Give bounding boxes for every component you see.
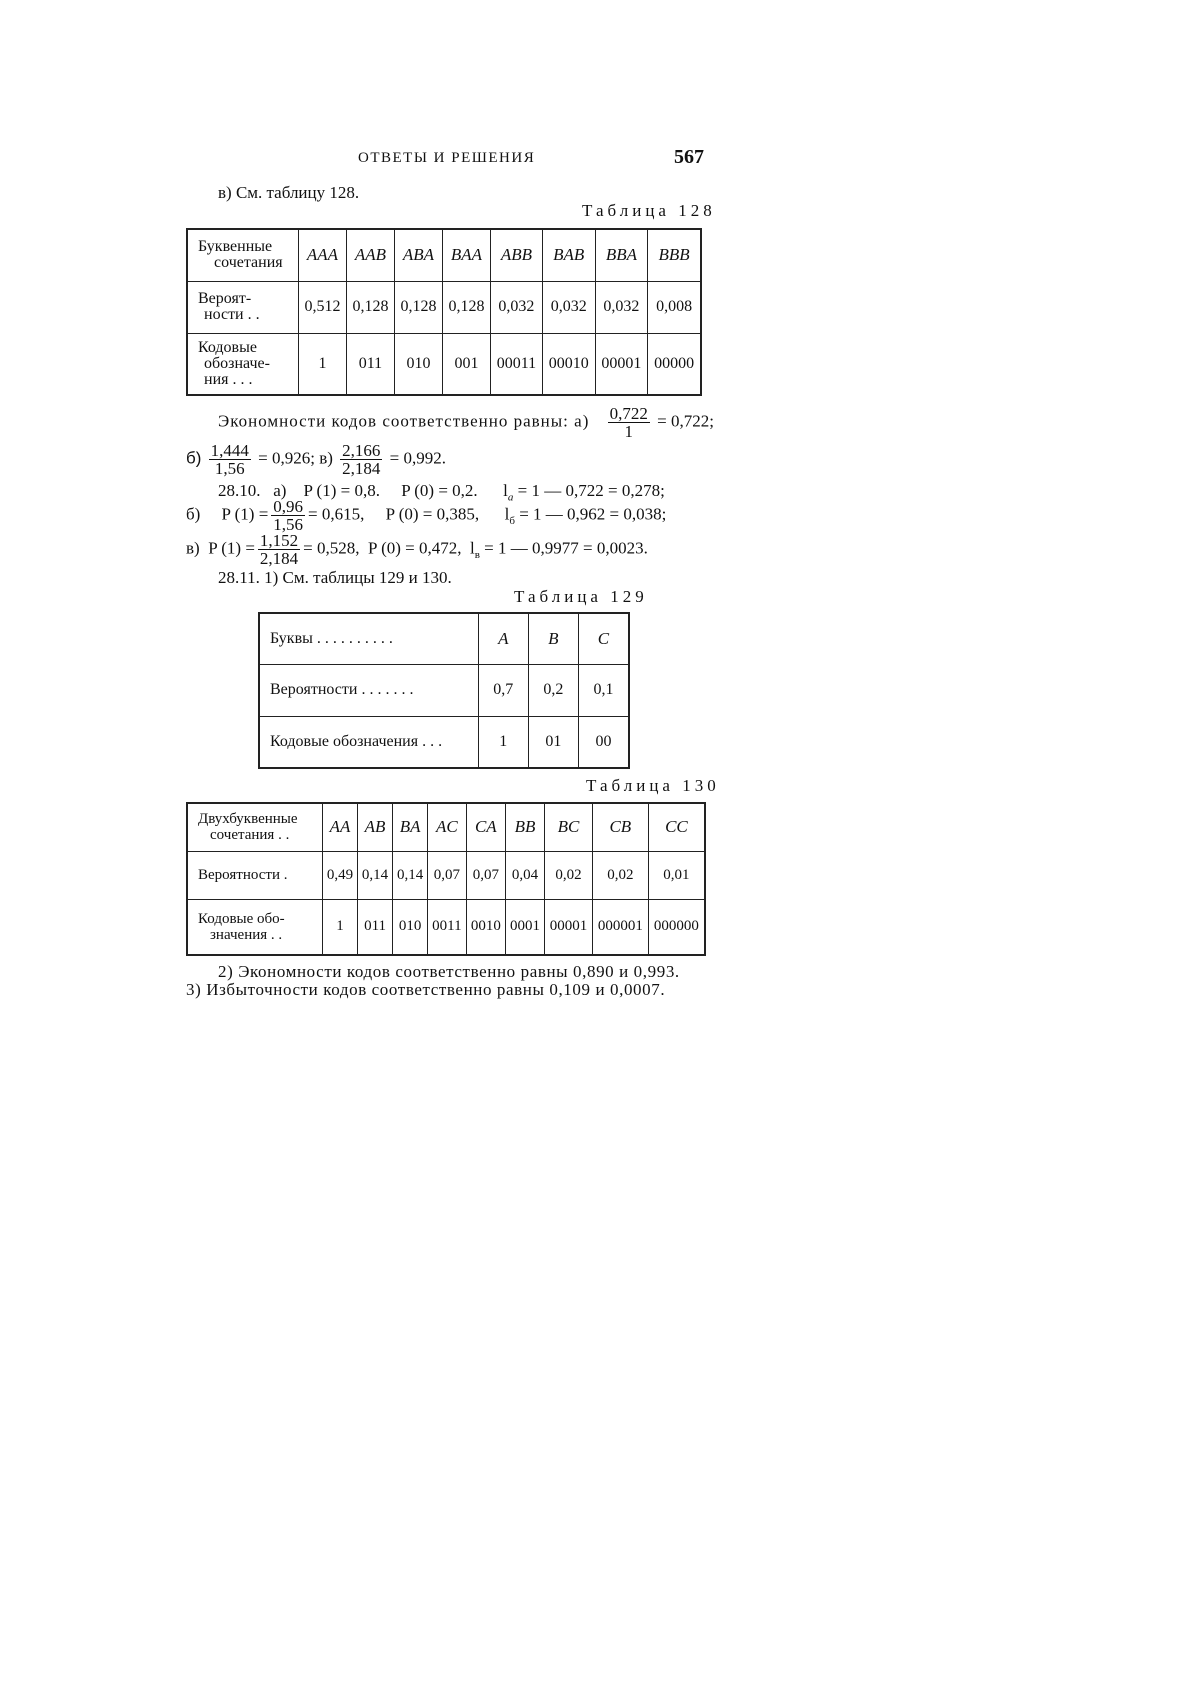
header-label-line: Буквенные — [198, 238, 273, 256]
problem-28-10-v — [186, 532, 648, 567]
table-cell: 0,128 — [394, 281, 442, 333]
fraction-denominator: 2,184 — [342, 459, 381, 478]
col-header: BBB — [648, 229, 701, 281]
col-header: BBA — [595, 229, 648, 281]
problem-text: = 1 — 0,722 = 0,278; — [513, 481, 665, 500]
table-cell: 0,032 — [595, 281, 648, 333]
subscript: в — [474, 548, 480, 561]
row-label-line: значения . . — [210, 926, 283, 943]
col-header: AAB — [346, 229, 394, 281]
col-header: A — [478, 613, 528, 664]
fraction-denominator: 1,56 — [273, 515, 304, 534]
header-label-line: сочетания — [214, 254, 283, 272]
row-label-line: Кодовые обо- — [198, 910, 285, 927]
table-cell: 0,128 — [442, 281, 490, 333]
row-label-line: Кодовые — [198, 338, 257, 356]
table-cell: 0,032 — [542, 281, 595, 333]
col-header: CC — [648, 803, 705, 851]
running-header: ОТВЕТЫ И РЕШЕНИЯ — [358, 150, 536, 166]
fraction — [608, 405, 650, 440]
col-header: AB — [358, 803, 393, 851]
table-cell: 0,49 — [323, 851, 358, 899]
col-header: BC — [545, 803, 593, 851]
row-label-line: Вероят- — [198, 290, 252, 307]
table130-header-row — [187, 803, 705, 851]
col-header: BAA — [442, 229, 490, 281]
header-label-line: Двухбуквенные — [198, 811, 298, 828]
table-cell: 00001 — [595, 333, 648, 395]
table-cell: 0,128 — [346, 281, 394, 333]
col-header: ABB — [490, 229, 542, 281]
fraction — [271, 498, 305, 533]
fraction — [209, 442, 251, 477]
economy-result: = 0,926; в) — [258, 448, 333, 468]
table128-caption: Таблица 128 — [582, 201, 716, 220]
table128-code-row — [187, 333, 701, 395]
fraction-denominator: 1,56 — [214, 459, 245, 478]
table-cell: 0,07 — [428, 851, 467, 899]
table-cell: 011 — [358, 899, 393, 955]
row-label: Вероятности . . . . . . . — [259, 664, 478, 716]
table-cell: 0011 — [428, 899, 467, 955]
problem-text: = 1 — 0,962 = 0,038; — [514, 504, 667, 524]
col-header: AA — [323, 803, 358, 851]
table-cell: 000001 — [592, 899, 648, 955]
subscript: б — [509, 514, 515, 527]
table130-code-row — [187, 899, 705, 955]
table-cell: 001 — [442, 333, 490, 395]
table-cell: 0,14 — [393, 851, 428, 899]
table-cell: 011 — [346, 333, 394, 395]
fraction-numerator: 1,444 — [210, 441, 249, 460]
table-cell: 0010 — [466, 899, 505, 955]
table129-row — [259, 664, 629, 716]
table-cell: 00010 — [542, 333, 595, 395]
item-label: б) — [186, 448, 202, 468]
economy-result: = 0,992. — [389, 448, 446, 468]
table129-row — [259, 613, 629, 664]
table-cell: 0,2 — [528, 664, 578, 716]
col-header: AC — [428, 803, 467, 851]
problem-text: в) P (1) = — [186, 538, 255, 558]
table128-header-row — [187, 229, 701, 281]
fraction — [340, 442, 382, 477]
table-cell: 000000 — [648, 899, 705, 955]
table-130 — [186, 802, 706, 956]
page-number: 567 — [674, 146, 704, 168]
table-cell: 0,512 — [299, 281, 347, 333]
row-label-line: обозначе- — [204, 354, 270, 372]
col-header: ABA — [394, 229, 442, 281]
table-cell: 1 — [299, 333, 347, 395]
fraction-denominator: 2,184 — [259, 549, 299, 568]
economy-line-2 — [186, 442, 446, 477]
fraction-numerator: 1,152 — [259, 531, 299, 550]
table-cell: 010 — [393, 899, 428, 955]
col-header: BAB — [542, 229, 595, 281]
row-label — [187, 333, 299, 395]
header-label-line: сочетания . . — [210, 827, 290, 844]
problem-text: = 1 — 0,9977 = 0,0023. — [479, 538, 648, 558]
col-header: B — [528, 613, 578, 664]
fraction-numerator: 2,166 — [342, 441, 381, 460]
row-label — [187, 281, 299, 333]
fraction-numerator: 0,722 — [609, 404, 648, 423]
economy-text: Экономности кодов соответственно равны: а) — [218, 411, 590, 431]
table-cell: 00001 — [545, 899, 593, 955]
table-cell: 0,008 — [648, 281, 701, 333]
table-cell: 1 — [478, 716, 528, 768]
table-cell: 0,1 — [578, 664, 629, 716]
col-header: BB — [505, 803, 544, 851]
col-header: BA — [393, 803, 428, 851]
table130-prob-row — [187, 851, 705, 899]
table-cell: 00011 — [490, 333, 542, 395]
row-label: Вероятности . — [187, 851, 323, 899]
table130-header-label — [187, 803, 323, 851]
table-cell: 0001 — [505, 899, 544, 955]
problem-text: = 0,615, P (0) = 0,385, l — [308, 504, 510, 524]
table-cell: 0,07 — [466, 851, 505, 899]
row-label: Кодовые обозначения . . . — [259, 716, 478, 768]
problem-text: = 0,528, P (0) = 0,472, l — [303, 538, 475, 558]
col-header: CB — [592, 803, 648, 851]
table-cell: 00000 — [648, 333, 701, 395]
problem-28-11: 28.11. 1) См. таблицы 129 и 130. — [218, 568, 452, 587]
table-cell: 00 — [578, 716, 629, 768]
table-cell: 0,01 — [648, 851, 705, 899]
intro-line: в) См. таблицу 128. — [218, 183, 360, 202]
table-cell: 0,7 — [478, 664, 528, 716]
problem-text: б) P (1) = — [186, 504, 269, 524]
table-cell: 0,04 — [505, 851, 544, 899]
table-cell: 1 — [323, 899, 358, 955]
economy-result: = 0,722; — [657, 411, 714, 431]
problem-text: 28.10. а) P (1) = 0,8. P (0) = 0,2. l — [218, 481, 508, 500]
table-cell: 01 — [528, 716, 578, 768]
table128-header-label — [187, 229, 299, 281]
problem-28-10-b — [186, 498, 666, 533]
conclusion-2: 2) Экономности кодов соответственно равны 0,890 и 0,993. — [218, 962, 680, 981]
subscript: а — [507, 491, 514, 504]
economy-line-1 — [218, 405, 714, 440]
table128-prob-row — [187, 281, 701, 333]
row-label: Буквы . . . . . . . . . . — [259, 613, 478, 664]
conclusion-3: 3) Избыточности кодов соответственно равны 0,109 и 0,0007. — [186, 980, 666, 999]
table-cell: 0,032 — [490, 281, 542, 333]
row-label — [187, 899, 323, 955]
row-label-line: ния . . . — [204, 370, 253, 388]
col-header: AAA — [299, 229, 347, 281]
col-header: CA — [466, 803, 505, 851]
table-129 — [258, 612, 630, 769]
table-128 — [186, 228, 702, 396]
table-cell: 0,02 — [592, 851, 648, 899]
fraction-denominator: 1 — [624, 422, 633, 441]
table129-caption: Таблица 129 — [514, 587, 648, 606]
col-header: C — [578, 613, 629, 664]
table-cell: 0,02 — [545, 851, 593, 899]
table-cell: 010 — [394, 333, 442, 395]
table130-caption: Таблица 130 — [586, 776, 720, 795]
table-cell: 0,14 — [358, 851, 393, 899]
row-label-line: ности . . — [204, 306, 260, 323]
table129-row — [259, 716, 629, 768]
fraction-numerator: 0,96 — [273, 497, 304, 516]
fraction — [258, 532, 300, 567]
